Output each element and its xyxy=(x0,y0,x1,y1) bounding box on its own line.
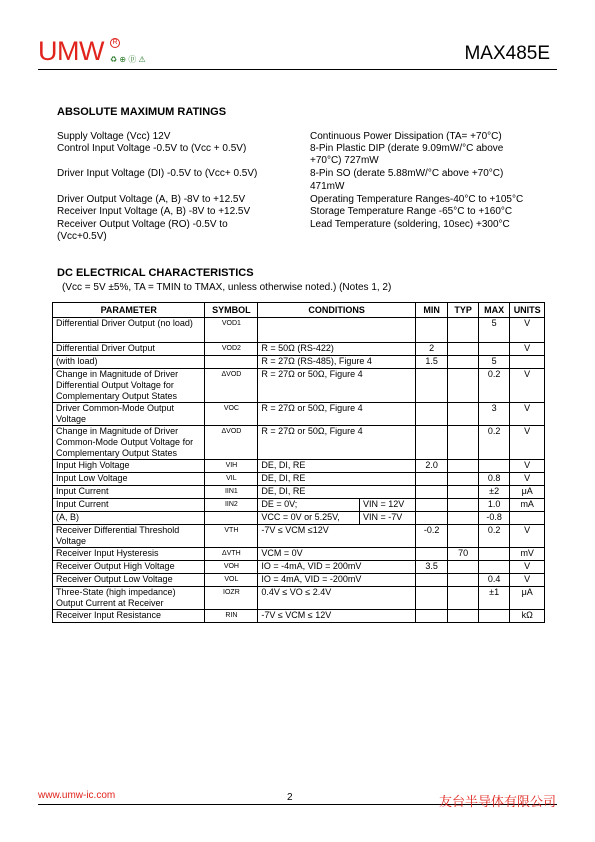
amr-right-line: 8-Pin SO (derate 5.88mW/°C above +70°C) xyxy=(310,168,504,179)
max-cell: 5 xyxy=(478,356,510,369)
units-cell: V xyxy=(510,574,545,587)
conditions-text: DE, DI, xyxy=(261,486,293,496)
units-cell: V xyxy=(510,343,545,356)
re-signal: $\overline{RE}$ xyxy=(292,486,306,496)
header-cell: SYMBOL xyxy=(205,303,258,318)
param-cell: Input Current xyxy=(53,499,205,512)
min-cell xyxy=(415,369,448,403)
amr-left-line: Driver Output Voltage (A, B) -8V to +12.5V xyxy=(57,194,246,205)
units-cell: V xyxy=(510,460,545,473)
brand-logo: UMW xyxy=(38,36,104,66)
conditions-cell: -7V ≤ VCM ≤ 12V xyxy=(258,610,416,623)
units-cell: V xyxy=(510,369,545,403)
min-cell xyxy=(415,548,448,561)
units-cell: V xyxy=(510,426,545,460)
header-cell: MAX xyxy=(478,303,510,318)
symbol-cell: VOD2 xyxy=(205,343,258,356)
amr-right-line: Continuous Power Dissipation (TA= +70°C) xyxy=(310,131,502,142)
param-cell: Change in Magnitude of Driver Common-Mode Output Voltage for Complementary Output States xyxy=(53,426,205,460)
amr-left-line: Receiver Output Voltage (RO) -0.5V to xyxy=(57,219,228,230)
header-cell: UNITS xyxy=(510,303,545,318)
certification-icons: ♻ ⊕ ⓟ ⚠ xyxy=(110,55,146,64)
symbol-cell: VOH xyxy=(205,561,258,574)
min-cell xyxy=(415,587,448,610)
typ-cell xyxy=(448,486,478,499)
dc-title: DC ELECTRICAL CHARACTERISTICS xyxy=(57,267,254,279)
min-cell xyxy=(415,512,448,525)
table-row xyxy=(53,587,545,610)
symbol-cell xyxy=(205,356,258,369)
min-cell xyxy=(415,403,448,426)
table-header-row xyxy=(53,303,545,318)
re-signal: $\overline{RE}$ xyxy=(292,460,306,470)
conditions-text: DE, DI, xyxy=(261,460,293,470)
symbol-cell: IIN2 xyxy=(205,499,258,512)
header-cell: TYP xyxy=(448,303,478,318)
min-cell xyxy=(415,426,448,460)
symbol-cell xyxy=(205,512,258,525)
typ-cell xyxy=(448,512,478,525)
max-cell: 0.8 xyxy=(478,473,510,486)
conditions-cell xyxy=(258,486,416,499)
param-cell: Three-State (high impedance) Output Current at Receiver xyxy=(53,587,205,610)
param-cell: Differential Driver Output (no load) xyxy=(53,318,205,343)
units-cell: mA xyxy=(510,499,545,512)
re-signal: $\overline{RE}$ xyxy=(292,473,306,483)
conditions-text: DE, DI, xyxy=(261,473,293,483)
min-cell xyxy=(415,610,448,623)
min-cell: 1.5 xyxy=(415,356,448,369)
header-divider xyxy=(38,69,557,70)
param-cell: Input Low Voltage xyxy=(53,473,205,486)
symbol-cell: ΔVTH xyxy=(205,548,258,561)
table-row xyxy=(53,473,545,486)
max-cell: 0.2 xyxy=(478,369,510,403)
symbol-cell: VTH xyxy=(205,525,258,548)
max-cell xyxy=(478,561,510,574)
header-cell: PARAMETER xyxy=(53,303,205,318)
max-cell: ±2 xyxy=(478,486,510,499)
typ-cell xyxy=(448,574,478,587)
max-cell xyxy=(478,460,510,473)
typ-cell xyxy=(448,318,478,343)
table-row xyxy=(53,460,545,473)
symbol-cell: ΔVOD xyxy=(205,426,258,460)
symbol-cell: VIL xyxy=(205,473,258,486)
typ-cell xyxy=(448,587,478,610)
dc-characteristics-table xyxy=(52,302,545,623)
symbol-cell: RIN xyxy=(205,610,258,623)
param-cell: Receiver Output Low Voltage xyxy=(53,574,205,587)
page-number: 2 xyxy=(287,792,293,803)
max-cell: 0.2 xyxy=(478,525,510,548)
typ-cell xyxy=(448,356,478,369)
units-cell: V xyxy=(510,318,545,343)
symbol-cell: VIH xyxy=(205,460,258,473)
typ-cell xyxy=(448,343,478,356)
max-cell xyxy=(478,610,510,623)
min-cell: -0.2 xyxy=(415,525,448,548)
conditions-cell xyxy=(258,473,416,486)
conditions-cell: -7V ≤ VCM ≤12V xyxy=(258,525,416,548)
header-cell: CONDITIONS xyxy=(258,303,416,318)
conditions-cell: DE = 0V; xyxy=(258,499,360,512)
param-cell: Input Current xyxy=(53,486,205,499)
conditions-cell: VCC = 0V or 5.25V, xyxy=(258,512,360,525)
amr-right-line: 471mW xyxy=(310,181,345,192)
param-cell: Differential Driver Output xyxy=(53,343,205,356)
table-row xyxy=(53,574,545,587)
units-cell xyxy=(510,356,545,369)
symbol-cell: IOZR xyxy=(205,587,258,610)
min-cell: 2 xyxy=(415,343,448,356)
typ-cell xyxy=(448,369,478,403)
amr-right-line: Lead Temperature (soldering, 10sec) +300°C xyxy=(310,219,510,230)
table-row xyxy=(53,525,545,548)
amr-right-line: Storage Temperature Range -65°C to +160°C xyxy=(310,206,513,217)
conditions-cell: R = 27Ω or 50Ω, Figure 4 xyxy=(258,403,416,426)
table-row xyxy=(53,369,545,403)
conditions-cell: IO = 4mA, VID = -200mV xyxy=(258,574,416,587)
table-row xyxy=(53,499,545,512)
amr-right-line: +70°C) 727mW xyxy=(310,155,379,166)
units-cell: V xyxy=(510,473,545,486)
table-row xyxy=(53,512,545,525)
typ-cell xyxy=(448,403,478,426)
table-row xyxy=(53,610,545,623)
typ-cell xyxy=(448,561,478,574)
table-row xyxy=(53,318,545,343)
conditions-cell: R = 27Ω or 50Ω, Figure 4 xyxy=(258,369,416,403)
conditions-cell xyxy=(258,318,416,343)
typ-cell xyxy=(448,460,478,473)
param-cell: (A, B) xyxy=(53,512,205,525)
max-cell: 0.4 xyxy=(478,574,510,587)
website-link[interactable]: www.umw-ic.com xyxy=(38,790,116,801)
typ-cell xyxy=(448,426,478,460)
param-cell: Receiver Input Hysteresis xyxy=(53,548,205,561)
registered-mark-icon: R xyxy=(110,38,120,48)
table-row xyxy=(53,561,545,574)
table-row xyxy=(53,486,545,499)
min-cell: 2.0 xyxy=(415,460,448,473)
param-cell: Change in Magnitude of Driver Differential Output Voltage for Complementary Output States xyxy=(53,369,205,403)
table-row xyxy=(53,426,545,460)
part-number: MAX485E xyxy=(464,43,550,64)
amr-left-line: Receiver Input Voltage (A, B) -8V to +12.5V xyxy=(57,206,251,217)
max-cell: 3 xyxy=(478,403,510,426)
min-cell xyxy=(415,473,448,486)
param-cell: Receiver Differential Threshold Voltage xyxy=(53,525,205,548)
conditions-cell: VCM = 0V xyxy=(258,548,416,561)
typ-cell xyxy=(448,473,478,486)
conditions-cell: VIN = 12V xyxy=(359,499,415,512)
units-cell: mV xyxy=(510,548,545,561)
conditions-cell: R = 50Ω (RS-422) xyxy=(258,343,416,356)
amr-title: ABSOLUTE MAXIMUM RATINGS xyxy=(57,106,227,118)
conditions-cell: 0.4V ≤ VO ≤ 2.4V xyxy=(258,587,416,610)
max-cell xyxy=(478,343,510,356)
max-cell: ±1 xyxy=(478,587,510,610)
conditions-cell: R = 27Ω (RS-485), Figure 4 xyxy=(258,356,416,369)
table-row xyxy=(53,356,545,369)
table-row xyxy=(53,548,545,561)
units-cell: μA xyxy=(510,486,545,499)
min-cell: 3.5 xyxy=(415,561,448,574)
typ-cell xyxy=(448,499,478,512)
typ-cell: 70 xyxy=(448,548,478,561)
min-cell xyxy=(415,318,448,343)
conditions-cell: IO = -4mA, VID = 200mV xyxy=(258,561,416,574)
company-name: 友台半导体有限公司 xyxy=(438,795,556,810)
symbol-cell: IIN1 xyxy=(205,486,258,499)
amr-left-line: Control Input Voltage -0.5V to (Vcc + 0.5V) xyxy=(57,143,247,154)
symbol-cell: VOL xyxy=(205,574,258,587)
min-cell xyxy=(415,574,448,587)
symbol-cell: VOD1 xyxy=(205,318,258,343)
param-cell: Receiver Input Resistance xyxy=(53,610,205,623)
param-cell: (with load) xyxy=(53,356,205,369)
units-cell: V xyxy=(510,561,545,574)
amr-left-line: Driver Input Voltage (DI) -0.5V to (Vcc+ 0.5V) xyxy=(57,168,258,179)
dc-subtitle: (Vcc = 5V ±5%, TA = TMIN to TMAX, unless otherwise noted.) (Notes 1, 2) xyxy=(62,282,392,293)
units-cell: V xyxy=(510,403,545,426)
symbol-cell: VOC xyxy=(205,403,258,426)
typ-cell xyxy=(448,610,478,623)
max-cell: 0.2 xyxy=(478,426,510,460)
units-cell: μA xyxy=(510,587,545,610)
units-cell xyxy=(510,512,545,525)
units-cell: kΩ xyxy=(510,610,545,623)
param-cell: Driver Common-Mode Output Voltage xyxy=(53,403,205,426)
max-cell: 5 xyxy=(478,318,510,343)
max-cell: 1.0 xyxy=(478,499,510,512)
header-cell: MIN xyxy=(415,303,448,318)
conditions-cell xyxy=(258,460,416,473)
amr-right-line: Operating Temperature Ranges-40°C to +105°C xyxy=(310,194,524,205)
table-row xyxy=(53,343,545,356)
conditions-cell: R = 27Ω or 50Ω, Figure 4 xyxy=(258,426,416,460)
min-cell xyxy=(415,499,448,512)
param-cell: Receiver Output High Voltage xyxy=(53,561,205,574)
min-cell xyxy=(415,486,448,499)
conditions-cell: VIN = -7V xyxy=(359,512,415,525)
amr-right-line: 8-Pin Plastic DIP (derate 9.09mW/°C above xyxy=(310,143,504,154)
table-row xyxy=(53,403,545,426)
amr-left-line: Supply Voltage (Vcc) 12V xyxy=(57,131,171,142)
amr-left-line: (Vcc+0.5V) xyxy=(57,231,107,242)
max-cell: -0.8 xyxy=(478,512,510,525)
symbol-cell: ΔVOD xyxy=(205,369,258,403)
typ-cell xyxy=(448,525,478,548)
param-cell: Input High Voltage xyxy=(53,460,205,473)
max-cell xyxy=(478,548,510,561)
units-cell: V xyxy=(510,525,545,548)
